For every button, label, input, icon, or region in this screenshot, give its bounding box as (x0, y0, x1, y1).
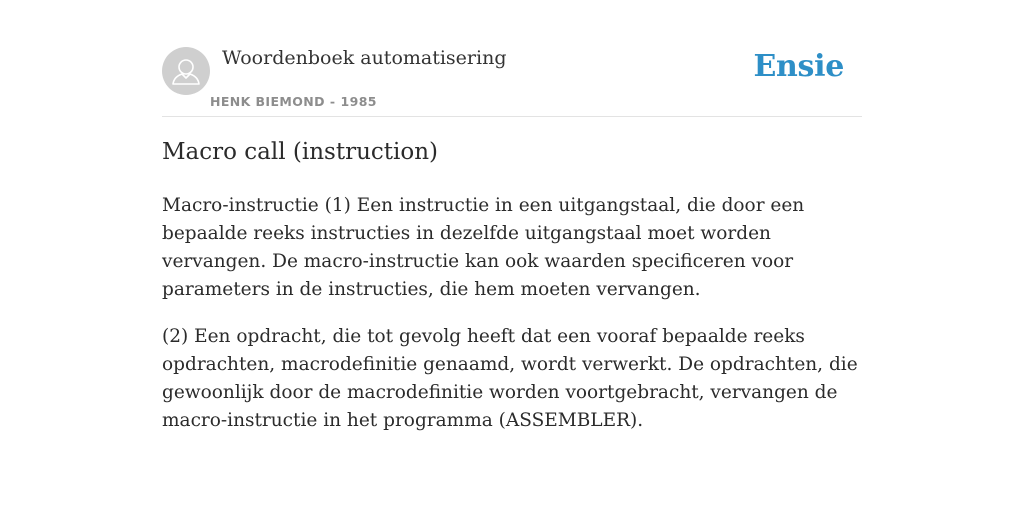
book-title[interactable]: Woordenboek automatisering (222, 47, 507, 69)
author-year-separator: - (329, 94, 336, 109)
entry-body (162, 192, 862, 454)
brand-logo[interactable]: Ensie (753, 49, 844, 84)
user-icon (162, 47, 210, 95)
author-line (210, 94, 377, 109)
author-name[interactable]: HENK BIEMOND (210, 94, 325, 109)
entry-paragraph: Macro-instructie (1) Een instructie in een uitgangstaal, die door een bepaalde reeks instructies in dezelfde uitgangstaal moet worden vervangen. De macro-instructie kan ook waarden specificeren voor parameters in de instructies, die hem moeten vervangen. (162, 195, 805, 300)
entry-title: Macro call (instruction) (162, 139, 439, 165)
author-avatar[interactable] (162, 47, 210, 95)
publication-year: 1985 (340, 94, 377, 109)
entry-paragraph: (2) Een opdracht, die tot gevolg heeft dat een vooraf bepaalde reeks opdrachten, macrodefinitie genaamd, wordt verwerkt. De opdrachten, die gewoonlijk door de macrodefinitie worden voortgebracht, vervangen de macro-instructie in het programma (ASSEMBLER). (162, 326, 858, 431)
page-header (162, 47, 862, 117)
